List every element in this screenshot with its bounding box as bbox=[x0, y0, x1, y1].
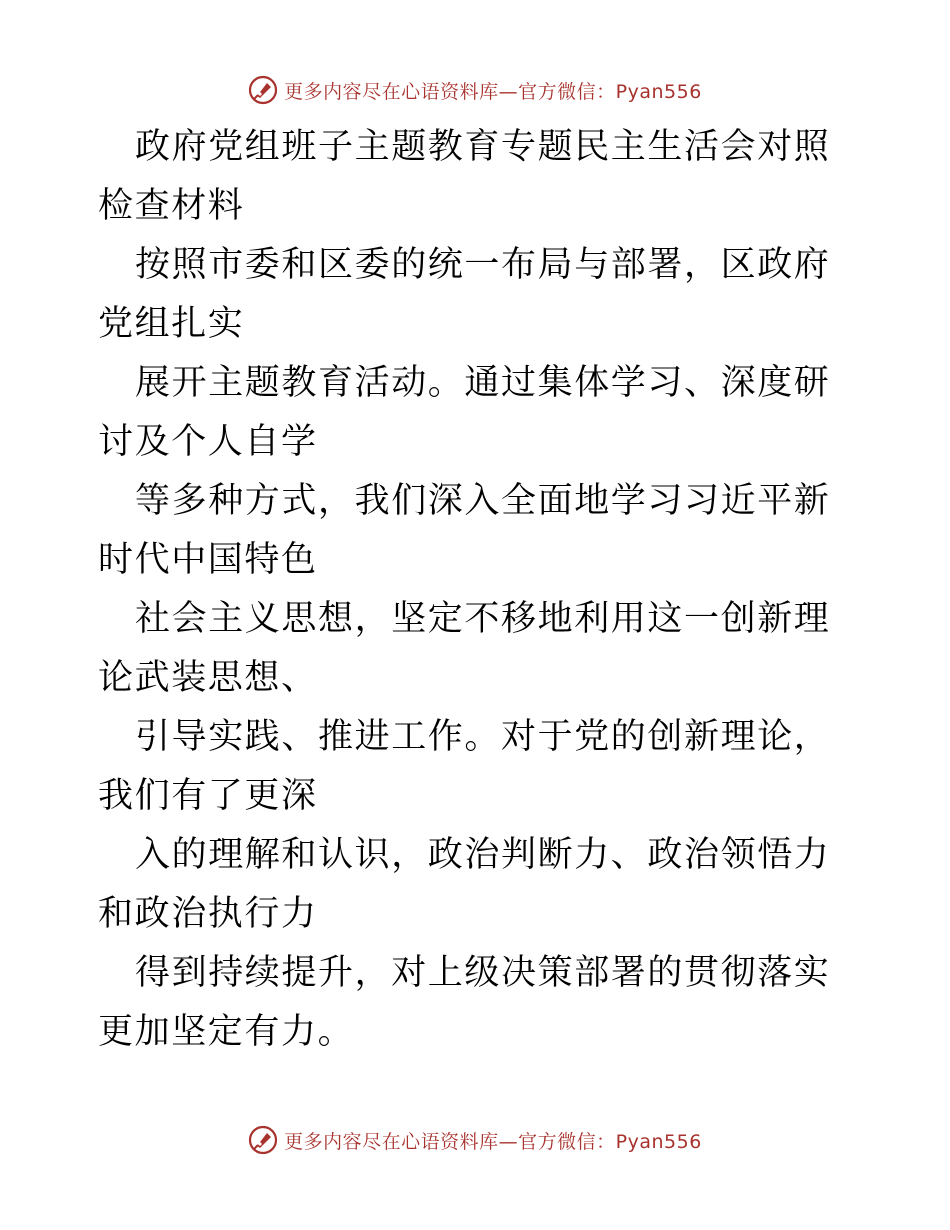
footer-brand bbox=[248, 1125, 702, 1155]
footer-contact: Pyan556 bbox=[615, 1130, 702, 1153]
header-brand-text: 更多内容尽在心语资料库—官方微信：Pyan556 bbox=[284, 80, 702, 103]
paragraph: 社会主义思想，坚定不移地利用这一创新理论武装思想、 bbox=[98, 599, 831, 698]
paragraph: 入的理解和认识，政治判断力、政治领悟力和政治执行力 bbox=[98, 835, 831, 934]
pen-nib-logo-icon bbox=[248, 1125, 278, 1155]
pen-nib-logo-icon bbox=[248, 75, 278, 105]
header-brand bbox=[248, 75, 702, 105]
paragraph-title: 政府党组班子主题教育专题民主生活会对照检查材料 bbox=[98, 127, 831, 226]
page-footer bbox=[0, 1120, 950, 1160]
header-contact: Pyan556 bbox=[615, 80, 702, 103]
paragraph: 等多种方式，我们深入全面地学习习近平新时代中国特色 bbox=[98, 481, 831, 580]
paragraph: 按照市委和区委的统一布局与部署，区政府党组扎实 bbox=[98, 245, 831, 344]
paragraph: 引导实践、推进工作。对于党的创新理论，我们有了更深 bbox=[98, 717, 831, 816]
page-header bbox=[0, 70, 950, 110]
paragraph: 展开主题教育活动。通过集体学习、深度研讨及个人自学 bbox=[98, 363, 831, 462]
document-body bbox=[98, 118, 858, 1062]
paragraph: 得到持续提升，对上级决策部署的贯彻落实更加坚定有力。 bbox=[98, 953, 831, 1052]
footer-brand-text: 更多内容尽在心语资料库—官方微信：Pyan556 bbox=[284, 1130, 702, 1153]
